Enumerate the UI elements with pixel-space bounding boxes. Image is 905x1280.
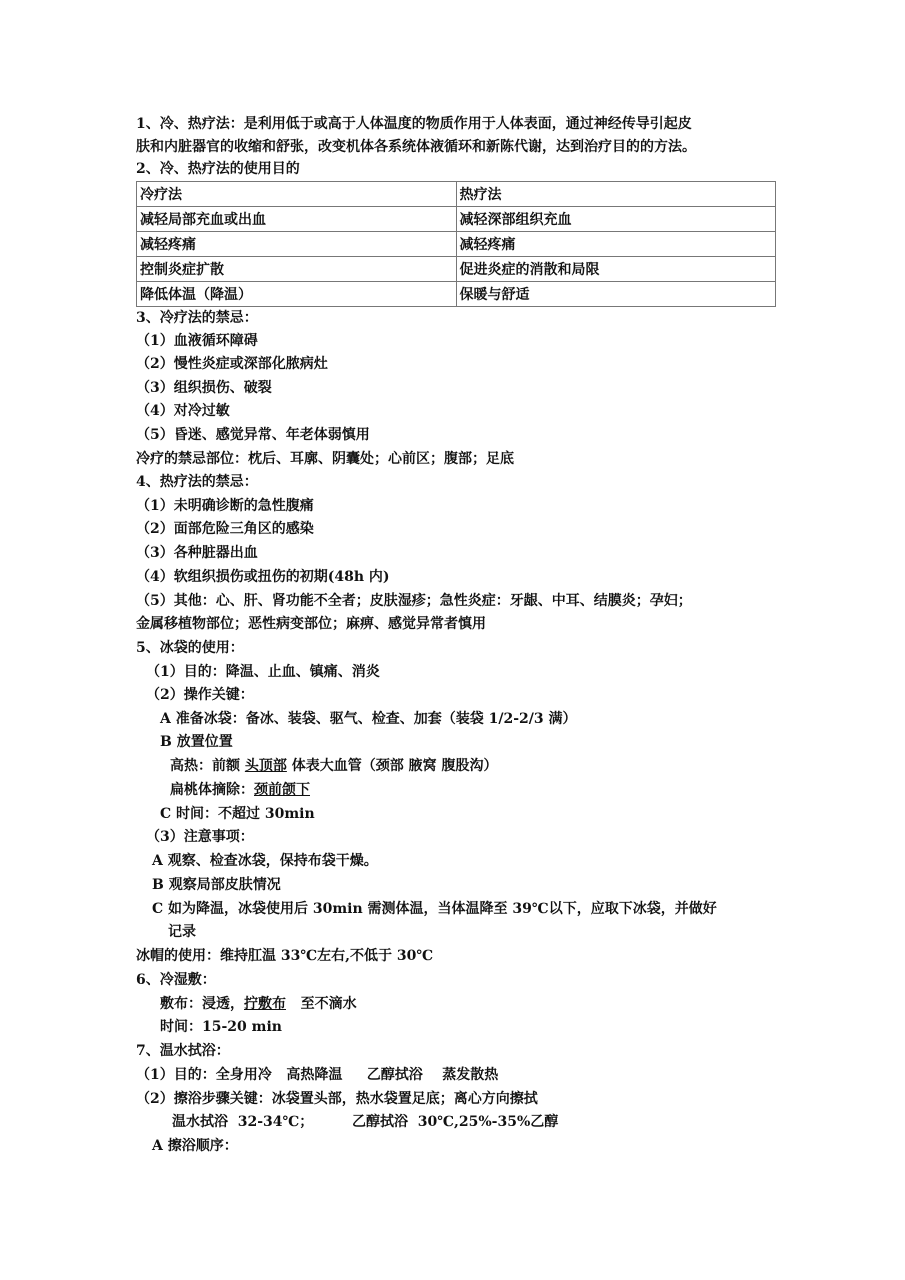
section-5-b: B 放置位置 [160,734,233,750]
section-4-title: 4、热疗法的禁忌： [136,474,258,490]
section-3-item: （2）慢性炎症或深部化脓病灶 [136,356,328,372]
section-5-a: A 准备冰袋：备冰、装袋、驱气、检查、加套（装袋 1/2-2/3 满） [160,711,577,727]
section-7-title: 7、温水拭浴： [136,1043,230,1059]
section-4-item: （3）各种脏器出血 [136,545,258,561]
section-7-order: A 擦浴顺序： [152,1138,238,1154]
section-2-title: 2、冷、热疗法的使用目的 [136,161,300,177]
table-cell: 减轻疼痛 [456,232,776,257]
ice-cap-usage: 冰帽的使用：维持肛温 33℃左右,不低于 30℃ [136,948,434,964]
section-7-warm-bath: 温水拭浴 32-34℃； [172,1114,314,1130]
text-segment: 体表大血管（颈部 腋窝 腹股沟） [286,758,498,774]
section-5-note-c: C 如为降温，冰袋使用后 30min 需测体温，当体温降至 39℃以下，应取下冰袋，并做好 [152,901,717,917]
section-4-continuation: 金属移植物部位；恶性病变部位；麻痹、感觉异常者慎用 [136,616,486,632]
underlined-text: 头顶部 [244,758,287,774]
purpose-table [136,181,776,307]
section-6-title: 6、冷湿敷： [136,972,216,988]
section-7-purpose: （1）目的：全身用冷 高热降温 乙醇拭浴 蒸发散热 [136,1067,499,1083]
section-7-steps: （2）擦浴步骤关键：冰袋置头部，热水袋置足底；离心方向擦拭 [136,1091,538,1107]
section-3-item: （1）血液循环障碍 [136,333,258,349]
section-5-b2 [170,779,310,801]
table-cell: 降低体温（降温） [137,282,457,307]
section-4-item: （2）面部危险三角区的感染 [136,521,314,537]
section-3-item: （3）组织损伤、破裂 [136,380,272,396]
table-cell: 控制炎症扩散 [137,257,457,282]
section-6-time: 时间：15-20 min [160,1019,282,1035]
section-3-item: （4）对冷过敏 [136,403,230,419]
text-segment: 至不滴水 [286,996,357,1012]
table-row [137,282,776,307]
table-cell: 减轻局部充血或出血 [137,207,457,232]
table-cell: 促进炎症的消散和局限 [456,257,776,282]
table-cell: 热疗法 [456,182,776,207]
section-1-line-2: 肤和内脏器官的收缩和舒张，改变机体各系统体液循环和新陈代谢，达到治疗目的的方法。 [136,139,696,155]
table-cell: 减轻深部组织充血 [456,207,776,232]
section-1-line-1: 1、冷、热疗法：是利用低于或高于人体温度的物质作用于人体表面，通过神经传导引起皮 [136,116,692,132]
section-5-key: （2）操作关键： [146,687,254,703]
table-row [137,182,776,207]
section-5-purpose: （1）目的：降温、止血、镇痛、消炎 [146,664,380,680]
section-5-note-a: A 观察、检查冰袋，保持布袋干燥。 [152,853,378,869]
section-3-item: （5）昏迷、感觉异常、年老体弱慎用 [136,427,370,443]
section-5-note-c-cont: 记录 [168,924,196,940]
table-row [137,232,776,257]
table-row [137,207,776,232]
section-4-item: （4）软组织损伤或扭伤的初期(48h 内) [136,569,390,585]
underlined-text: 颈前颌下 [254,782,310,798]
table-cell: 保暖与舒适 [456,282,776,307]
section-3-title: 3、冷疗法的禁忌： [136,310,258,326]
text-segment: 扁桃体摘除： [170,782,254,798]
underlined-text: 拧敷布 [244,996,286,1012]
table-row [137,257,776,282]
table-cell: 冷疗法 [137,182,457,207]
section-4-item: （5）其他：心、肝、肾功能不全者；皮肤湿疹；急性炎症：牙龈、中耳、结膜炎；孕妇； [136,593,692,609]
text-segment: 敷布：浸透， [160,996,244,1012]
section-5-title: 5、冰袋的使用： [136,640,244,656]
section-4-item: （1）未明确诊断的急性腹痛 [136,498,314,514]
section-5-notes: （3）注意事项： [146,829,254,845]
table-cell: 减轻疼痛 [137,232,457,257]
section-7-alcohol-bath: 乙醇拭浴 30℃,25%-35%乙醇 [352,1114,559,1130]
section-6-cloth [160,993,357,1015]
text-segment: 高热：前额 [170,758,245,774]
section-5-b1 [170,755,498,777]
section-3-note: 冷疗的禁忌部位：枕后、耳廓、阴囊处；心前区；腹部；足底 [136,451,514,467]
section-5-c: C 时间：不超过 30min [160,806,315,822]
section-5-note-b: B 观察局部皮肤情况 [152,877,281,893]
